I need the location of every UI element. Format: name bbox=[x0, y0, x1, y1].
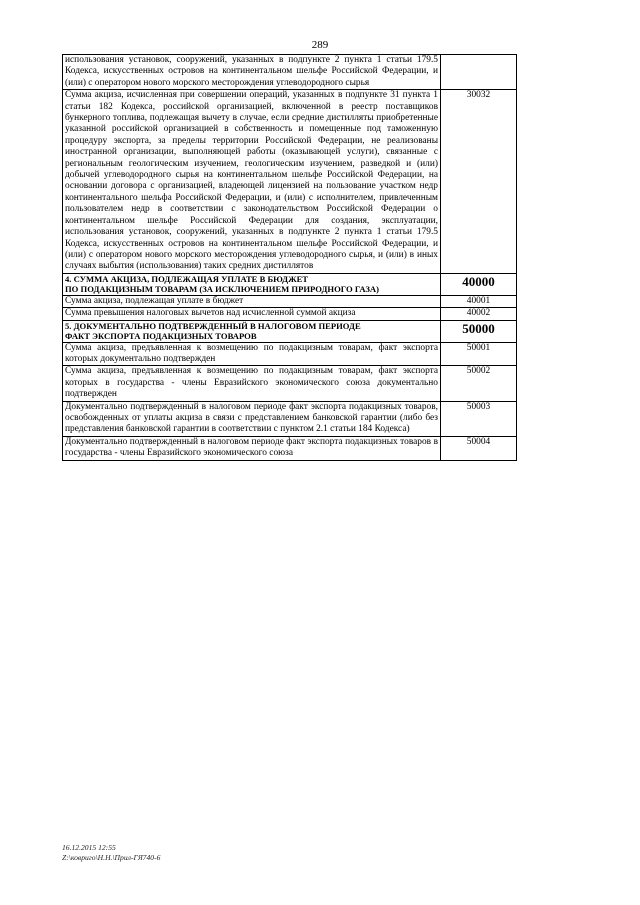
table-row bbox=[63, 295, 517, 307]
row-code: 50004 bbox=[441, 436, 517, 460]
table-row bbox=[63, 342, 517, 366]
section-header-row bbox=[63, 320, 517, 342]
row-description: Документально подтвержденный в налоговом периоде факт экспорта подакцизных товаров в государства - члены Евразийского экономического союза bbox=[63, 436, 441, 460]
row-description: Сумма акциза, предъявленная к возмещению по подакцизным товарам, факт экспорта которых документально подтвержден bbox=[63, 342, 441, 366]
row-code: 50001 bbox=[441, 342, 517, 366]
footer-timestamp: 16.12.2015 12:55 bbox=[62, 843, 116, 852]
section-code: 40000 bbox=[441, 273, 517, 295]
row-code bbox=[441, 55, 517, 90]
section-header-row bbox=[63, 273, 517, 295]
table-row bbox=[63, 366, 517, 401]
row-description: использования установок, сооружений, указанных в подпункте 2 пункта 1 статьи 179.5 Кодекса, искусственных островов на континентальном шельфе Российской Федерации, и (или) с оператором нового морского месторождения углеводородного сырья bbox=[63, 55, 441, 90]
table-row bbox=[63, 90, 517, 274]
row-code: 30032 bbox=[441, 90, 517, 274]
row-description: Сумма акциза, подлежащая уплате в бюджет bbox=[63, 295, 441, 307]
table-row bbox=[63, 436, 517, 460]
section-title: 4. СУММА АКЦИЗА, ПОДЛЕЖАЩАЯ УПЛАТЕ В БЮДЖЕТ ПО ПОДАКЦИЗНЫМ ТОВАРАМ (ЗА ИСКЛЮЧЕНИЕМ ПРИРОДНОГО ГАЗА) bbox=[63, 273, 441, 295]
table-row bbox=[63, 308, 517, 320]
row-code: 50003 bbox=[441, 401, 517, 436]
page-number: 289 bbox=[311, 39, 329, 51]
table-row bbox=[63, 401, 517, 436]
row-code: 40001 bbox=[441, 295, 517, 307]
excise-codes-table bbox=[62, 54, 517, 461]
footer-stamp bbox=[62, 843, 160, 862]
row-code: 40002 bbox=[441, 308, 517, 320]
footer-file-path: Z:\ковриго\Н.Н.\Прил-ГЯ740-6 bbox=[62, 852, 161, 862]
row-code: 50002 bbox=[441, 366, 517, 401]
section-code: 50000 bbox=[441, 320, 517, 342]
row-description: Сумма превышения налоговых вычетов над исчисленной суммой акциза bbox=[63, 308, 441, 320]
row-description: Документально подтвержденный в налоговом периоде факт экспорта подакцизных товаров, освобожденных от уплаты акциза в связи с представлением банковской гарантии (либо без представления банковской гарантии в соответствии с пунктом 2.1 статьи 184 Кодекса) bbox=[63, 401, 441, 436]
section-title: 5. ДОКУМЕНТАЛЬНО ПОДТВЕРЖДЕННЫЙ В НАЛОГОВОМ ПЕРИОДЕ ФАКТ ЭКСПОРТА ПОДАКЦИЗНЫХ ТОВАРОВ bbox=[63, 320, 441, 342]
table-row bbox=[63, 55, 517, 90]
row-description: Сумма акциза, предъявленная к возмещению по подакцизным товарам, факт экспорта которых в государства - члены Евразийского экономического союза документально подтвержден bbox=[63, 366, 441, 401]
row-description: Сумма акциза, исчисленная при совершении операций, указанных в подпункте 31 пункта 1 статьи 182 Кодекса, российской организацией, включенной в реестр поставщиков бункерного топлива, подлежащая вычету в случае, если средние дистилляты приобретенные указанной российской организацией в собственность и помещенные под таможенную процедуру экспорта, за пределы территории Российской Федерации, не реализованы иностранной организации, выполняющей работы (оказывающей услуги), связанные с региональным геологическим изучением, геологическим изучением, разведкой и (или) добычей углеводородного сырья на континентальном шельфе Российской Федерации, на основании договора с организацией, владеющей лицензией на пользование участком недр континентального шельфа Российской Федерации, и (или) с исполнителем, привлеченным пользователем недр в соответствии с законодательством Российской Федерации о континентальном шельфе Российской Федерации для создания, эксплуатации, использования установок, сооружений, указанных в подпункте 2 пункта 1 статьи 179.5 Кодекса, искусственных островов на континентальном шельфе Российской Федерации, и (или) с оператором нового морского месторождения углеводородного сырья, и (или) в иных случаях выбытия (использования) таких средних дистиллятов bbox=[63, 90, 441, 274]
